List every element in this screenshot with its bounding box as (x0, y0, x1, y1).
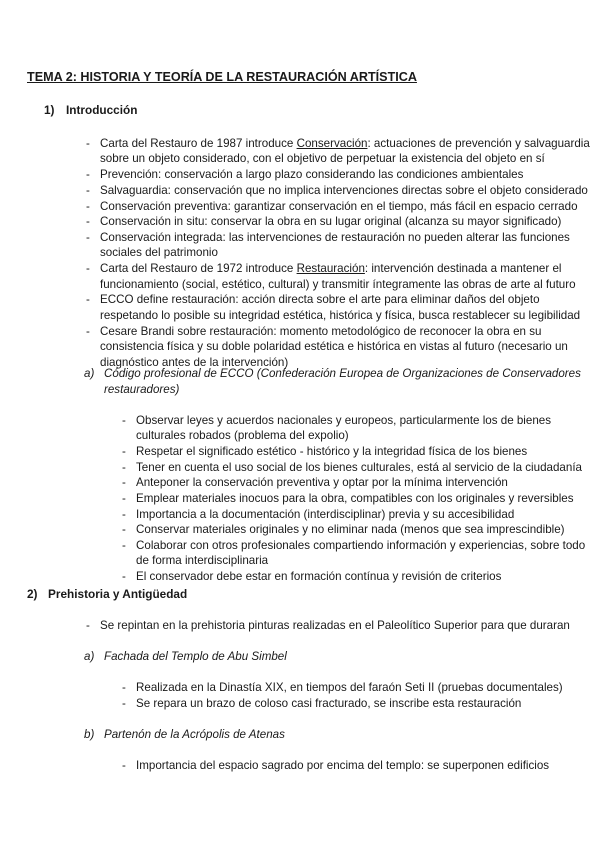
bullet-dash: - (86, 184, 90, 197)
bullet-dash: - (122, 759, 126, 772)
list-item-continuation: respetando lo posible su integridad estética, histórica y física, busca restablecer su legibilidad (100, 309, 581, 322)
section-1-heading: Introducción (66, 103, 138, 117)
list-item: Observar leyes y acuerdos nacionales y europeos, particularmente los de bienes (136, 414, 552, 427)
bullet-dash: - (122, 681, 126, 694)
list-item-continuation: sociales del patrimonio (100, 246, 218, 259)
list-item: Se repintan en la prehistoria pinturas realizadas en el Paleolítico Superior para que duraran (100, 619, 570, 632)
list-item: Carta del Restauro de 1972 introduce Restauración: intervención destinada a mantener el (100, 262, 562, 275)
list-item-continuation: funcionamiento (social, estético, cultural) y transmitir íntegramente las obras de arte al futuro (100, 278, 576, 291)
bullet-dash: - (86, 200, 90, 213)
bullet-dash: - (86, 168, 90, 181)
bullet-dash: - (122, 414, 126, 427)
list-item: Colaborar con otros profesionales compartiendo información y experiencias, sobre todo (136, 539, 586, 552)
bullet-dash: - (86, 325, 90, 338)
bullet-dash: - (122, 523, 126, 536)
bullet-dash: - (122, 539, 126, 552)
bullet-dash: - (122, 570, 126, 583)
bullet-dash: - (86, 619, 90, 632)
list-item: Conservar materiales originales y no eliminar nada (menos que sea imprescindible) (136, 523, 565, 536)
bullet-dash: - (86, 137, 90, 150)
subsection-a-heading-continuation: restauradores) (104, 383, 180, 396)
list-item-continuation: diagnóstico antes de la intervención) (100, 356, 289, 369)
list-item-continuation: sobre un objeto considerado, con el objetivo de perpetuar la existencia del objeto en sí (100, 152, 545, 165)
list-item: Emplear materiales inocuos para la obra, compatibles con los originales y reversibles (136, 492, 574, 505)
section-2-number: 2) (27, 587, 38, 601)
list-item: Cesare Brandi sobre restauración: momento metodológico de reconocer la obra en su (100, 325, 542, 338)
list-item: Realizada en la Dinastía XIX, en tiempos del faraón Seti II (pruebas documentales) (136, 681, 563, 694)
list-item: Carta del Restauro de 1987 introduce Conservación: actuaciones de prevención y salvaguardia (100, 137, 590, 150)
bullet-dash: - (122, 476, 126, 489)
subsection-a-heading: Código profesional de ECCO (Confederación Europea de Organizaciones de Conservadores (104, 367, 581, 380)
subsection-a-letter: a) (84, 650, 95, 663)
subsection-b-letter: b) (84, 728, 95, 741)
list-item-continuation: consistencia física y su doble polaridad estética e histórica en vistas al futuro (necesario un (100, 340, 568, 353)
underlined-term: Conservación (296, 137, 368, 150)
bullet-dash: - (86, 262, 90, 275)
bullet-dash: - (122, 461, 126, 474)
subsection-a-heading: Fachada del Templo de Abu Simbel (104, 650, 287, 663)
list-item: Importancia a la documentación (interdisciplinar) previa y su accesibilidad (136, 508, 515, 521)
bullet-dash: - (122, 697, 126, 710)
list-item: ECCO define restauración: acción directa sobre el arte para eliminar daños del objeto (100, 293, 540, 306)
list-item-continuation: culturales robados (problema del expolio) (136, 429, 349, 442)
list-item: Conservación preventiva: garantizar conservación en el tiempo, más fácil en espacio cerrado (100, 200, 578, 213)
list-item: Salvaguardia: conservación que no implica intervenciones directas sobre el objeto considerado (100, 184, 588, 197)
list-item-continuation: de forma interdisciplinaria (136, 554, 269, 567)
bullet-dash: - (122, 492, 126, 505)
list-item: Importancia del espacio sagrado por encima del templo: se superponen edificios (136, 759, 550, 772)
subsection-a-letter: a) (84, 367, 95, 380)
list-item: Conservación in situ: conservar la obra en su lugar original (alcanza su mayor significado) (100, 215, 562, 228)
list-item: El conservador debe estar en formación contínua y revisión de criterios (136, 570, 502, 583)
bullet-dash: - (86, 293, 90, 306)
bullet-dash: - (122, 508, 126, 521)
section-1-number: 1) (44, 103, 55, 117)
subsection-b-heading: Partenón de la Acrópolis de Atenas (104, 728, 285, 741)
bullet-dash: - (122, 445, 126, 458)
bullet-dash: - (86, 231, 90, 244)
bullet-dash: - (86, 215, 90, 228)
list-item: Anteponer la conservación preventiva y optar por la mínima intervención (136, 476, 508, 489)
list-item: Se repara un brazo de coloso casi fracturado, se inscribe esta restauración (136, 697, 522, 710)
list-item: Conservación integrada: las intervenciones de restauración no pueden alterar las funciones (100, 231, 570, 244)
list-item: Tener en cuenta el uso social de los bienes culturales, está al servicio de la ciudadanía (136, 461, 582, 474)
list-item: Respetar el significado estético - histórico y la integridad física de los bienes (136, 445, 528, 458)
section-2-heading: Prehistoria y Antigüedad (48, 587, 188, 601)
document-title: TEMA 2: HISTORIA Y TEORÍA DE LA RESTAURACIÓN ARTÍSTICA (27, 70, 417, 84)
list-item: Prevención: conservación a largo plazo considerando las condiciones ambientales (100, 168, 524, 181)
underlined-term: Restauración (296, 262, 365, 275)
